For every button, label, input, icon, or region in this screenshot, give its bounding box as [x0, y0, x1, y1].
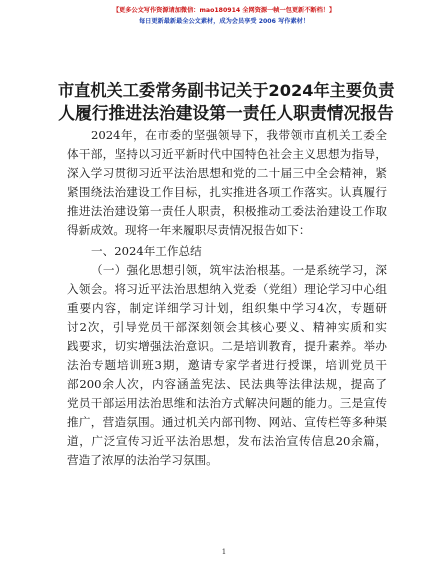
body-line: 道，广泛宣传习近平法治思想，发布法治宣传信息20余篇， — [67, 434, 387, 448]
promo-banner-line-1: 【更多公文写作资源请加微信：mao180914 全网资源一帧一包更新不断档！】 — [112, 7, 336, 14]
promo-banner-line-2: 每日更新最新最全公文素材，成为会员享受 2006 写作素材！ — [138, 18, 310, 25]
section-heading: 一、2024年工作总结 — [91, 244, 202, 258]
body-line: 党员干部运用法治思维和法治方式解决问题的能力。三是宣传 — [67, 396, 387, 410]
page-number: 1 — [221, 548, 227, 556]
body-line: 部200余人次，内容涵盖宪法、民法典等法律法规，提高了 — [67, 377, 387, 391]
document-title-line-1: 市直机关工委常务副书记关于2024年主要负责 — [58, 81, 395, 100]
document-title-line-2: 人履行推进法治建设第一责任人职责情况报告 — [58, 103, 394, 123]
intro-line: 得新成效。现将一年来履职尽责情况报告如下： — [67, 223, 311, 237]
body-line: 入领会。将习近平法治思想纳入党委（党组）理论学习中心组 — [67, 282, 387, 296]
body-line: 讨2次，引导党员干部深刻领会其核心要义、精神实质和实 — [67, 320, 387, 334]
intro-line: 紧围绕法治建设工作目标，扎实推进各项工作落实。认真履行 — [67, 185, 387, 199]
body-line: （一）强化思想引领，筑牢法治根基。一是系统学习，深 — [91, 263, 387, 277]
body-line: 践要求，切实增强法治意识。二是培训教育，提升素养。举办 — [67, 339, 387, 353]
body-line: 法治专题培训班3期，邀请专家学者进行授课，培训党员干 — [67, 358, 387, 372]
intro-line: 2024年，在市委的坚强领导下，我带领市直机关工委全 — [91, 128, 387, 142]
body-line: 营造了浓厚的法治学习氛围。 — [67, 453, 218, 467]
intro-line: 深入学习贯彻习近平法治思想和党的二十届三中全会精神，紧 — [67, 166, 387, 180]
body-line: 重要内容，制定详细学习计划，组织集中学习4次，专题研 — [67, 301, 387, 315]
intro-line: 体干部，坚持以习近平新时代中国特色社会主义思想为指导， — [67, 147, 387, 161]
body-line: 推广，营造氛围。通过机关内部刊物、网站、宣传栏等多种渠 — [67, 415, 387, 429]
intro-line: 推进法治建设第一责任人职责，积极推动工委法治建设工作取 — [67, 204, 387, 218]
